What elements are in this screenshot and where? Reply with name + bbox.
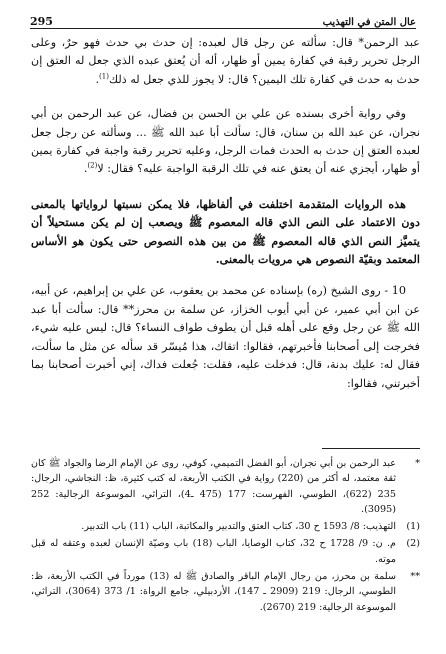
paragraph-2: وفي رواية أخرى بسنده عن علي بن الحسن بن فضال، عن عبد الرحمن بن أبي نجران، عن عبد الله بن سنان، قال: سألت أبا عبد الله ﷺ ... وسألته عن رجل جعل لعبده العتق إن حدث به الحدث فمات الرجل، وعليه تحرير رقبة واجبة في كفارة يمين أو ظهار، أيجزي عنه أن يعتق عنه في تلك الرقبة الواجبة عليه؟ فقال: لا$^{(2)}$.	[31, 107, 420, 176]
page-number: 295	[30, 15, 53, 28]
footnote-item	[31, 536, 420, 567]
footnote-text: عبد الرحمن بن أبي نجران، أبو الفضل التميمي، كوفي، روى عن الإمام الرضا والجواد ﷺ كان ثقة معتمد، له أكثر من (220) رواية في الكتب الأربعة، له كتب كثيرة، ظ: النجاشي، الرجال: 235 (622)، الطوسي، الفهرست: 177 (475 ـ4)، التراثي، الموسوعة الرجالية: 252 (3095).	[31, 458, 396, 515]
footnote-item	[31, 519, 420, 534]
header-title: عال المتن في التهذيب	[322, 17, 416, 28]
footnote-mark: **	[410, 571, 420, 583]
paragraph-4: 10 - روى الشيخ (ره) بإسناده عن محمد بن يعقوب، عن علي بن إبراهيم، عن أبيه، عن ابن أبي عمير، عن أبي أيوب الخزاز، عن سلمة بن محرز** قال: سألت أبا عبد الله ﷺ عن رجل وقع على أهله قبل أن يطوف طواف النساء؟ قال: ليس عليه شيء، فخرجت إلى أصحابنا فأخبرتهم، فقالوا: اتقاك، هذا مُيسّر قد سأله عن مثل ما سألت، فقال له: عليك بدنة، قال: فدخلت عليه، فقلت: جُعلت فداك، إني أخبرت أصحابنا بما أخبرتني، فقالوا:	[31, 284, 420, 390]
footnote-item	[31, 456, 420, 517]
paragraph-gap	[31, 179, 420, 195]
main-text	[31, 34, 420, 393]
running-header	[30, 6, 416, 29]
paragraph-gap	[31, 268, 420, 282]
footnote-mark: (2)	[406, 538, 420, 550]
footnote-mark: (1)	[406, 521, 420, 533]
paragraph-1: عبد الرحمن* قال: سألته عن رجل قال لعبده: إن حدث بي حدث فهو حرٌ، وعلى الرجل تحرير رقبة في كفارة يمين أو ظهار، أله أن يُعتق عبده الذي جعل له العتق إن حدث به حدث في كفارة تلك اليمين؟ قال: لا يجوز للذي جعل له ذلك$^{(1)}$.	[31, 36, 420, 86]
footnote-ref-2: (2)	[87, 161, 98, 170]
paragraph-1-text: عبد الرحمن* قال: سألته عن رجل قال لعبده: إن حدث بي حدث فهو حرٌ، وعلى الرجل تحرير رقبة في كفارة يمين أو ظهار، أله أن يُعتق عبده الذي جعل له العتق إن حدث به حدث في كفارة تلك اليمين؟ قال: لا يجوز للذي جعل له ذلك	[31, 36, 420, 86]
paragraph-2-text: وفي رواية أخرى بسنده عن علي بن الحسن بن فضال، عن عبد الرحمن بن أبي نجران، عن عبد الله بن سنان، قال: سألت أبا عبد الله ﷺ ... وسألته عن رجل جعل لعبده العتق إن حدث به الحدث فمات الرجل، وعليه تحرير رقبة واجبة في كفارة يمين أو ظهار، أيجزي عنه أن يعتق عنه في تلك الرقبة الواجبة عليه؟ فقال: لا	[31, 107, 420, 176]
footnote-mark: *	[415, 458, 420, 469]
paragraph-3: هذه الروايات المتقدمة اختلفت في ألفاظها، فلا يمكن نسبتها لرواياتها بالمعنى دون الاعتماد على النص الذي قاله المعصوم ﷺ ويصعب إن لم يكن مستحيلاً أن يتميَّز النص الذي قاله المعصوم ﷺ من بين هذه النصوص حتى يكون هو الأساس المعتمد وبقيّة النصوص هي مرويات بالمعنى.	[31, 196, 420, 267]
footnote-text: م. ن: 9/ 1728 ح 32، كتاب الوصايا، الباب (18) باب وصيّة الإنسان لعبده وعتقه له قبل موته.	[31, 538, 396, 565]
footnote-item	[31, 569, 420, 615]
footnotes	[31, 456, 420, 617]
footnote-ref-1: (1)	[99, 72, 109, 81]
footnote-text: سلمة بن محرز، من رجال الإمام الباقر والصادق ﷺ له (13) مورداً في الكتب الأربعة، ظ: الطوسي، الرجال: 219 (2909 ـ 147)، الأردبيلي، جامع الرواة: 1/ 373 (3064)، التراثي، الموسوعة الرجالية: 219 (2670).	[31, 571, 397, 613]
footnote-text: التهذيب: 8/ 1593 ح 30، كتاب العتق والتدبير والمكاتبة، الباب (11) باب التدبير.	[81, 521, 396, 533]
paragraph-gap	[31, 89, 420, 105]
footnote-divider	[322, 448, 420, 449]
